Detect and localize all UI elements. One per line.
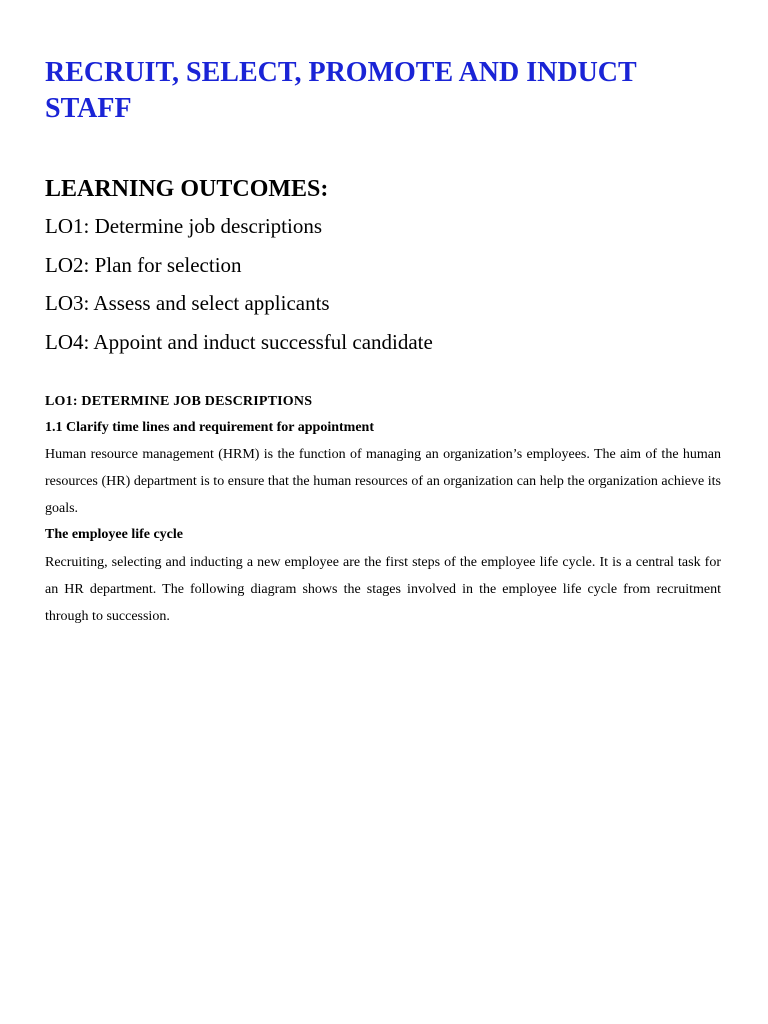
learning-outcome-item: LO2: Plan for selection (45, 252, 242, 277)
subsection-heading: 1.1 Clarify time lines and requirement for appointment (45, 420, 374, 435)
learning-outcomes-list (45, 210, 433, 364)
employee-life-cycle-heading: The employee life cycle (45, 527, 184, 542)
document-title: RECRUIT, SELECT, PROMOTE AND INDUCT STAFF (45, 57, 637, 124)
body-paragraph: Human resource management (HRM) is the function of managing an organization’s employees. The aim of the human resources (HR) department is to ensure that the human resources of an organization can help the organization achieve its goals. (45, 447, 721, 516)
learning-outcomes-heading: LEARNING OUTCOMES: (45, 176, 329, 202)
learning-outcome-item: LO1: Determine job descriptions (45, 214, 323, 238)
learning-outcome-item: LO3: Assess and select applicants (45, 291, 330, 315)
body-paragraph: Recruiting, selecting and inducting a new employee are the first steps of the employee life cycle. It is a central task for an HR department. The following diagram shows the stages involved in the employee life cycle from recruitment through to succession. (45, 555, 721, 624)
learning-outcome-item: LO4: Appoint and induct successful candidate (45, 329, 433, 354)
section-heading: LO1: DETERMINE JOB DESCRIPTIONS (45, 394, 313, 409)
